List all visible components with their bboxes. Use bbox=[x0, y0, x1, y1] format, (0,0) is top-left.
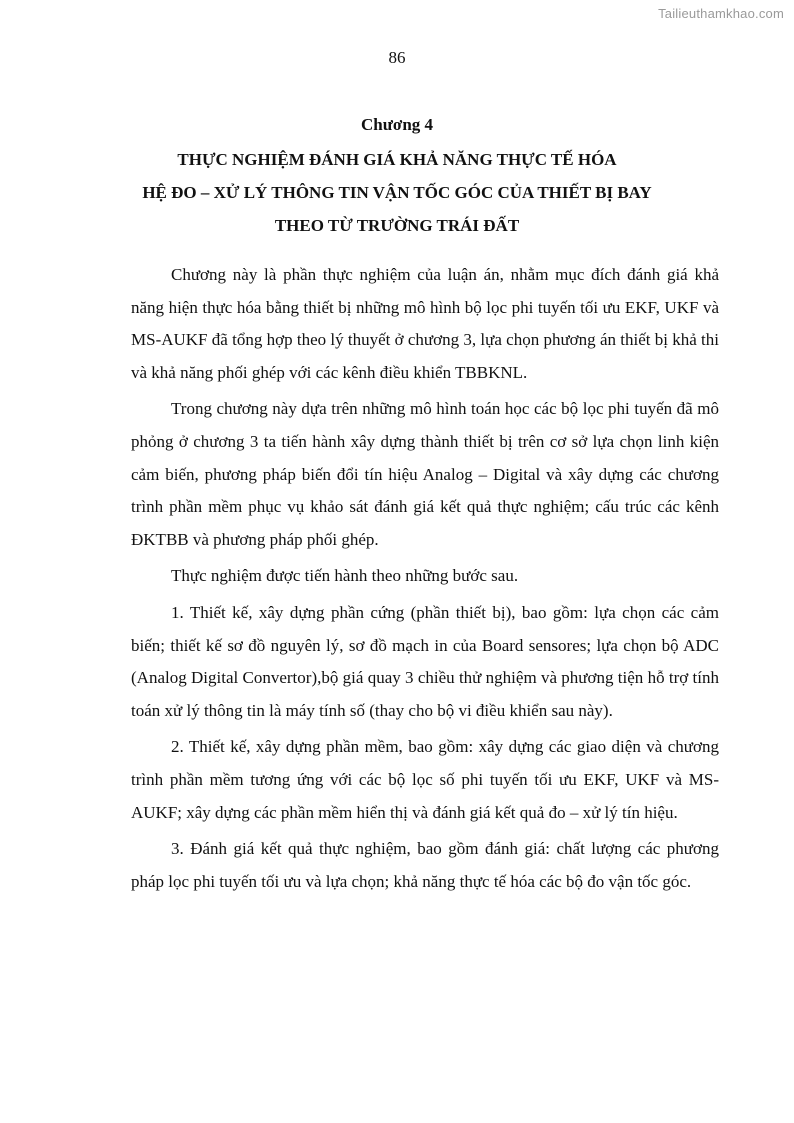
chapter-title bbox=[80, 143, 714, 242]
chapter-title-line: THEO TỪ TRƯỜNG TRÁI ĐẤT bbox=[274, 216, 520, 235]
chapter-title-line: THỰC NGHIỆM ĐÁNH GIÁ KHẢ NĂNG THỰC TẾ HÓA bbox=[177, 150, 617, 169]
chapter-title-line: HỆ ĐO – XỬ LÝ THÔNG TIN VẬN TỐC GÓC CỦA THIẾT BỊ BAY bbox=[142, 183, 652, 202]
chapter-heading: Chương 4 bbox=[360, 115, 434, 134]
watermark: Tailieuthamkhao.com bbox=[658, 6, 784, 21]
page-number: 86 bbox=[388, 48, 406, 67]
paragraph-step-software: 2. Thiết kế, xây dựng phần mềm, bao gồm: xây dựng các giao diện và chương trình phần mềm tương ứng với các bộ lọc số phi tuyến tối ưu EKF, UKF và MS-AUKF; xây dựng các phần mềm hiển thị và đánh giá kết quả đo – xử lý tín hiệu. bbox=[131, 737, 719, 822]
paragraph-intro: Chương này là phần thực nghiệm của luận án, nhằm mục đích đánh giá khả năng hiện thực hóa bằng thiết bị những mô hình bộ lọc phi tuyến tối ưu EKF, UKF và MS-AUKF đã tổng hợp theo lý thuyết ở chương 3, lựa chọn phương án thiết bị khả thi và khả năng phối ghép với các kênh điều khiển TBBKNL. bbox=[131, 265, 719, 382]
body-text bbox=[131, 259, 719, 902]
paragraph-step-evaluation: 3. Đánh giá kết quả thực nghiệm, bao gồm đánh giá: chất lượng các phương pháp lọc phi tuyến tối ưu và lựa chọn; khả năng thực tế hóa các bộ đo vận tốc góc. bbox=[131, 839, 719, 891]
paragraph-steps-intro: Thực nghiệm được tiến hành theo những bước sau. bbox=[171, 566, 519, 586]
paragraph-step-hardware: 1. Thiết kế, xây dựng phần cứng (phần thiết bị), bao gồm: lựa chọn các cảm biến; thiết kế sơ đồ nguyên lý, sơ đồ mạch in của Board sensores; lựa chọn bộ ADC (Analog Digital Convertor),bộ giá quay 3 chiều thử nghiệm và phương tiện hỗ trợ tính toán xử lý thông tin là máy tính số (thay cho bộ vi điều khiển sau này). bbox=[131, 602, 719, 720]
paragraph-approach: Trong chương này dựa trên những mô hình toán học các bộ lọc phi tuyến đã mô phỏng ở chương 3 ta tiến hành xây dựng thành thiết bị trên cơ sở lựa chọn linh kiện cảm biến, phương pháp biến đổi tín hiệu Analog – Digital và xây dựng các chương trình phần mềm phục vụ khảo sát đánh giá kết quả thực nghiệm; cấu trúc các kênh ĐKTBB và phương pháp phối ghép. bbox=[131, 399, 719, 549]
